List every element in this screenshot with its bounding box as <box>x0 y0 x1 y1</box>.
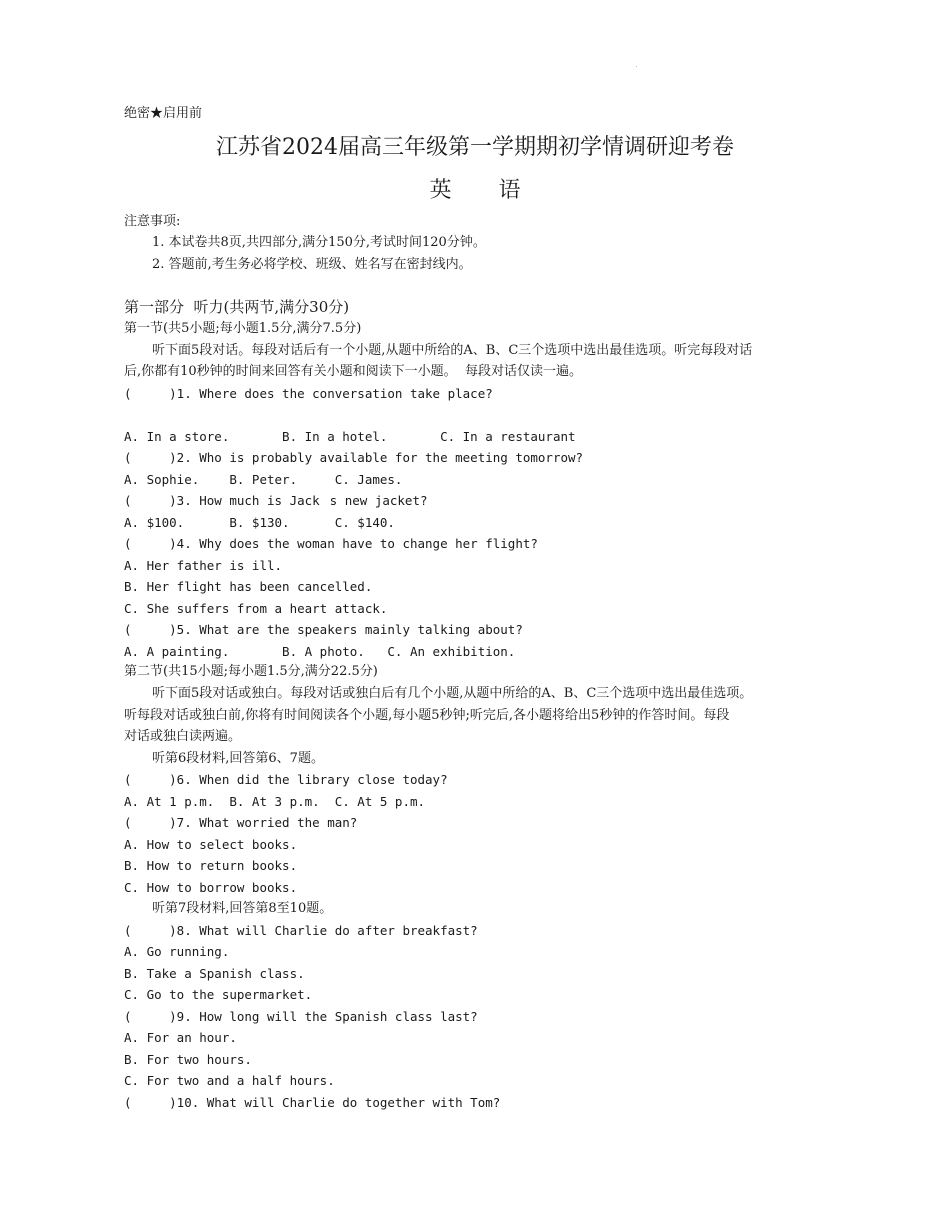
note-item: 2. 答题前,考生务必将学校、班级、姓名写在密封线内。 <box>152 257 472 272</box>
question-7-option-c: C. How to borrow books. <box>124 880 298 895</box>
question-6-options: A. At 1 p.m. B. At 3 p.m. C. At 5 p.m. <box>124 794 426 809</box>
question-5-options: A. A painting. B. A photo. C. An exhibition. <box>124 644 516 659</box>
section2-instruction: 对话或独白读两遍。 <box>124 729 242 744</box>
question-6: ( )6. When did the library close today? <box>124 772 448 787</box>
question-1-options: A. In a store. B. In a hotel. C. In a restaurant <box>124 429 576 444</box>
section1-title: 第一节(共5小题;每小题1.5分,满分7.5分) <box>124 321 362 336</box>
page-speck <box>636 66 637 67</box>
question-8-option-a: A. Go running. <box>124 944 230 959</box>
notes-heading: 注意事项: <box>124 214 181 229</box>
question-8: ( )8. What will Charlie do after breakfast? <box>124 923 478 938</box>
question-7-option-b: B. How to return books. <box>124 858 298 873</box>
question-3-options: A. $100. B. $130. C. $140. <box>124 515 395 530</box>
question-7-option-a: A. How to select books. <box>124 837 298 852</box>
part1-title: 第一部分 听力(共两节,满分30分) <box>124 298 350 316</box>
question-4-option-b: B. Her flight has been cancelled. <box>124 579 373 594</box>
question-8-option-c: C. Go to the supermarket. <box>124 987 313 1002</box>
note-item: 1. 本试卷共8页,共四部分,满分150分,考试时间120分钟。 <box>152 235 486 250</box>
question-9: ( )9. How long will the Spanish class last? <box>124 1009 478 1024</box>
question-9-option-b: B. For two hours. <box>124 1052 252 1067</box>
question-9-option-a: A. For an hour. <box>124 1030 237 1045</box>
question-8-option-b: B. Take a Spanish class. <box>124 966 305 981</box>
section2-title: 第二节(共15小题;每小题1.5分,满分22.5分) <box>124 664 378 679</box>
question-7: ( )7. What worried the man? <box>124 815 358 830</box>
question-4: ( )4. Why does the woman have to change her flight? <box>124 536 538 551</box>
question-2-options: A. Sophie. B. Peter. C. James. <box>124 472 403 487</box>
section2-instruction: 听每段对话或独白前,你将有时间阅读各个小题,每小题5秒钟;听完后,各小题将给出5秒钟的作答时间。每段 <box>124 708 730 723</box>
question-5: ( )5. What are the speakers mainly talking about? <box>124 622 523 637</box>
material-7-heading: 听第7段材料,回答第8至10题。 <box>152 901 333 916</box>
question-2: ( )2. Who is probably available for the meeting tomorrow? <box>124 450 584 465</box>
material-6-heading: 听第6段材料,回答第6、7题。 <box>152 751 324 766</box>
subject-title: 英 语 <box>429 178 541 203</box>
question-1: ( )1. Where does the conversation take place? <box>124 386 493 401</box>
question-4-option-a: A. Her father is ill. <box>124 558 283 573</box>
section1-instruction: 听下面5段对话。每段对话后有一个小题,从题中所给的A、B、C三个选项中选出最佳选项。听完每段对话 <box>152 343 753 358</box>
question-10: ( )10. What will Charlie do together with Tom? <box>124 1095 501 1110</box>
question-3: ( )3. How much is Jacks new jacket? <box>124 493 428 508</box>
confidential-mark: 绝密★启用前 <box>124 106 203 121</box>
exam-title: 江苏省2024届高三年级第一学期期初学情调研迎考卷 <box>216 135 734 160</box>
section1-instruction: 后,你都有10秒钟的时间来回答有关小题和阅读下一小题。 每段对话仅读一遍。 <box>124 364 582 379</box>
question-4-option-c: C. She suffers from a heart attack. <box>124 601 388 616</box>
question-9-option-c: C. For two and a half hours. <box>124 1073 335 1088</box>
section2-instruction: 听下面5段对话或独白。每段对话或独白后有几个小题,从题中所给的A、B、C三个选项中选出最佳选项。 <box>152 686 753 701</box>
